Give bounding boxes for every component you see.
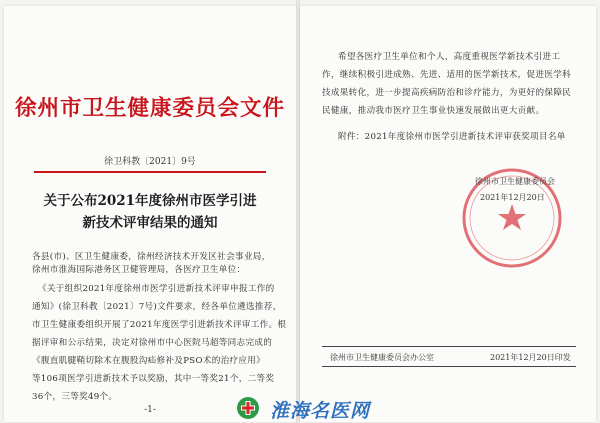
attachment-line: 附件：2021年度徐州市医学引进新技术评审获奖项目名单 [338, 132, 566, 142]
signature-date: 2021年12月20日 [480, 193, 545, 202]
issue-date: 2021年12月20日印发 [490, 353, 571, 362]
footer-rule-top [322, 346, 576, 347]
signature-unit: 徐州市卫生健康委员会 [475, 177, 555, 186]
red-divider [34, 171, 266, 173]
body-line: 据评审和公示结果，决定对徐州市中心医院马超等同志完成的 [32, 338, 273, 348]
body-line: 技成果转化，进一步提高疾病防治和诊疗能力，为更好的保障民 [322, 88, 572, 98]
issuing-office: 徐州市卫生健康委员会办公室 [330, 353, 434, 362]
watermark-text: 淮海名医网 [270, 400, 371, 422]
right-page [300, 6, 596, 422]
body-line: 等106项医学引进新技术予以奖励，其中一等奖21个，二等奖 [32, 374, 275, 384]
page-number: -1- [144, 405, 156, 415]
footer-rule-bottom [322, 366, 576, 367]
body-line: 作，继续积极引进成熟、先进、适用的医学新技术，促进医学科 [322, 70, 572, 80]
subject-line-1: 关于公布2021年度徐州市医学引进 [43, 193, 257, 209]
left-page [4, 6, 296, 422]
body-line: 《腹直肌腱鞘切除术在腹股沟疝修补及PSO术的治疗应用》 [32, 356, 266, 366]
subject-line-2: 新技术评审结果的通知 [82, 215, 218, 231]
body-line: 徐州市淮海国际港务区卫健管理局，各医疗卫生单位： [32, 265, 246, 275]
body-line: 希望各医疗卫生单位和个人，高度重视医学新技术引进工 [338, 52, 561, 62]
document-number: 徐卫科教〔2021〕9号 [104, 157, 196, 167]
body-line: 36个，三等奖49个。 [32, 392, 118, 402]
document-red-title: 徐州市卫生健康委员会文件 [14, 96, 285, 121]
watermark-logo-icon [230, 395, 266, 421]
body-line: 民健康，推动我市医疗卫生事业快速发展做出更大贡献。 [322, 106, 545, 116]
body-line: 市卫生健康委组织开展了2021年度医学引进新技术评审工作。根 [32, 320, 287, 330]
body-line: 通知》(徐卫科教〔2021〕7号)文件要求，经各单位遴选推荐， [32, 302, 282, 312]
body-line: 各县(市)、区卫生健康委，徐州经济技术开发区社会事业局， [32, 252, 271, 262]
body-line: 《关于组织2021年度徐州市医学引进新技术评审申报工作的 [38, 284, 275, 294]
